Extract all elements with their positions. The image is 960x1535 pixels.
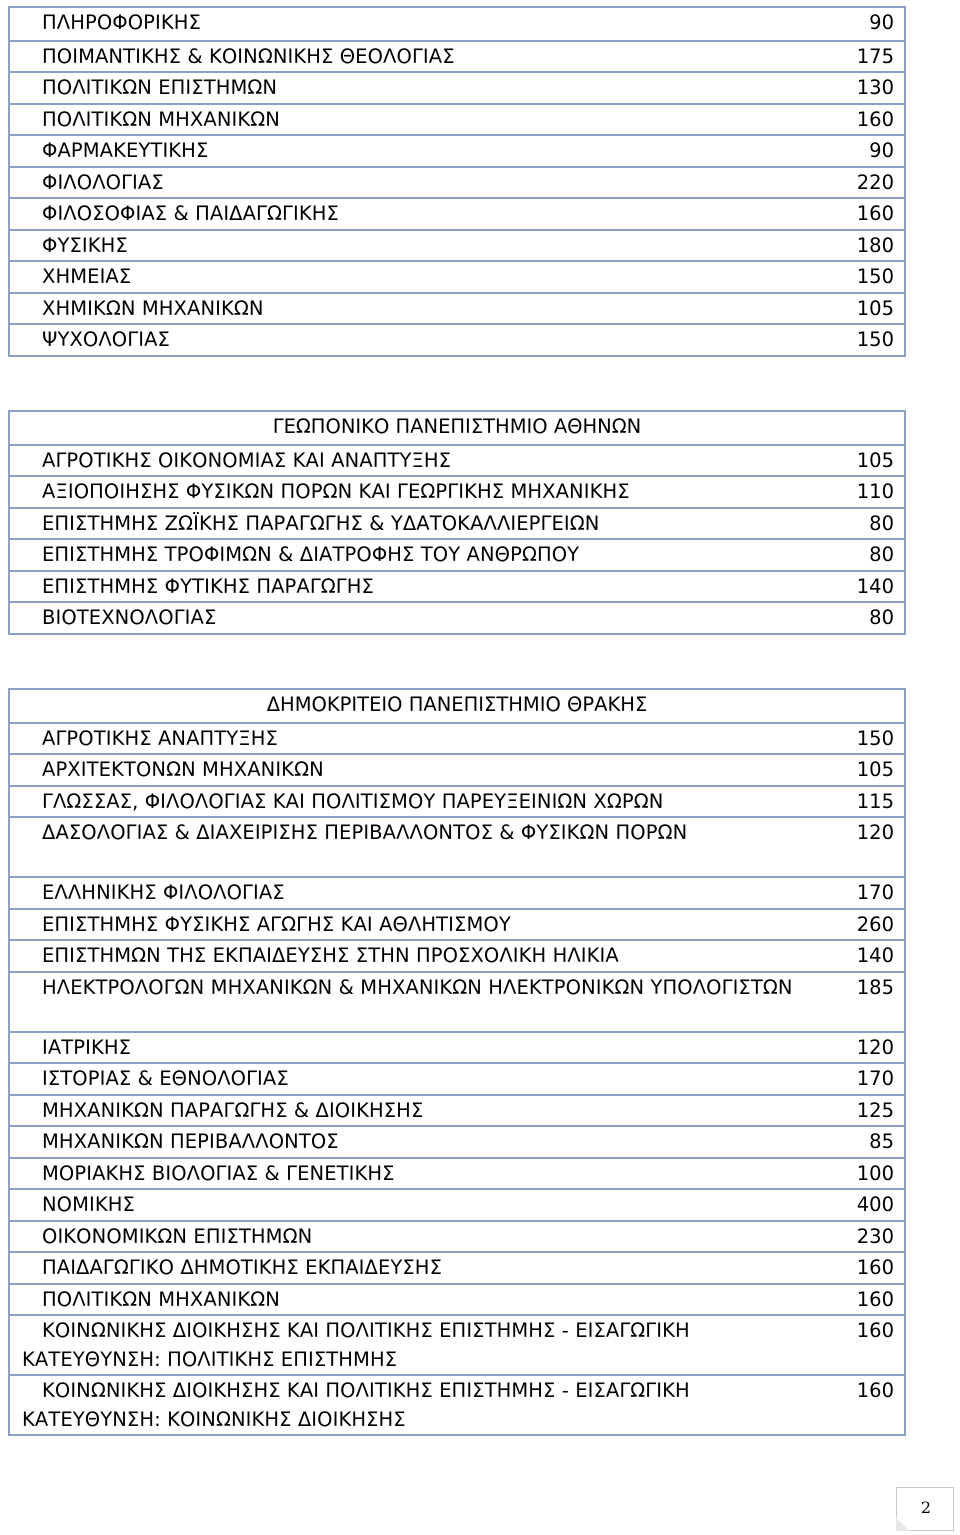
- department-value: 80: [869, 511, 894, 535]
- table-row: [10, 444, 904, 476]
- table-row: [10, 134, 904, 166]
- department-name: ΝΟΜΙΚΗΣ: [42, 1193, 135, 1216]
- department-value: 160: [856, 202, 894, 225]
- department-name: ΦΙΛΟΛΟΓΙΑΣ: [42, 170, 164, 194]
- university-title: ΓΕΩΠΟΝΙΚΟ ΠΑΝΕΠΙΣΤΗΜΙΟ ΑΘΗΝΩΝ: [272, 415, 642, 438]
- table-row: [10, 1157, 904, 1189]
- table-row: [10, 1251, 904, 1283]
- department-value: 85: [869, 1130, 894, 1153]
- department-value: 160: [856, 1319, 894, 1342]
- table-row: [10, 166, 904, 198]
- department-value: 230: [856, 1224, 894, 1248]
- table-row: [10, 1374, 904, 1434]
- department-name: ΠΟΛΙΤΙΚΩΝ ΜΗΧΑΝΙΚΩΝ: [42, 107, 280, 131]
- department-value: 170: [856, 881, 894, 904]
- university-title: ΔΗΜΟΚΡΙΤΕΙΟ ΠΑΝΕΠΙΣΤΗΜΙΟ ΘΡΑΚΗΣ: [266, 693, 648, 716]
- department-name: ΕΛΛΗΝΙΚΗΣ ΦΙΛΟΛΟΓΙΑΣ: [42, 881, 285, 904]
- department-value: 150: [856, 265, 894, 288]
- department-value: 140: [856, 574, 894, 598]
- department-value: 120: [856, 1035, 894, 1059]
- department-name: ΦΑΡΜΑΚΕΥΤΙΚΗΣ: [42, 139, 209, 162]
- department-name: ΠΟΛΙΤΙΚΩΝ ΕΠΙΣΤΗΜΩΝ: [42, 76, 278, 99]
- department-name: ΔΑΣΟΛΟΓΙΑΣ & ΔΙΑΧΕΙΡΙΣΗΣ ΠΕΡΙΒΑΛΛΟΝΤΟΣ & ΦΥΣΙΚΩΝ ΠΟΡΩΝ: [42, 821, 688, 844]
- table-row: [10, 197, 904, 229]
- table-row: [10, 229, 904, 261]
- department-value: 90: [869, 139, 894, 162]
- department-name: ΚΟΙΝΩΝΙΚΗΣ ΔΙΟΙΚΗΣΗΣ ΚΑΙ ΠΟΛΙΤΙΚΗΣ ΕΠΙΣΤΗΜΗΣ - ΕΙΣΑΓΩΓΙΚΗ ΚΑΤΕΥΘΥΝΣΗ: ΚΟΙΝΩΝΙΚΗΣ ΔΙΟΙΚΗΣΗΣ: [22, 1379, 690, 1431]
- table-row: [10, 601, 904, 633]
- table-row: [10, 1125, 904, 1157]
- department-value: 105: [856, 296, 894, 320]
- table-row: [10, 538, 904, 570]
- department-name: ΑΞΙΟΠΟΙΗΣΗΣ ΦΥΣΙΚΩΝ ΠΟΡΩΝ ΚΑΙ ΓΕΩΡΓΙΚΗΣ ΜΗΧΑΝΙΚΗΣ: [42, 480, 630, 503]
- department-name: ΕΠΙΣΤΗΜΗΣ ΖΩΪΚΗΣ ΠΑΡΑΓΩΓΗΣ & ΥΔΑΤΟΚΑΛΛΙΕΡΓΕΙΩΝ: [42, 511, 600, 535]
- department-name: ΑΡΧΙΤΕΚΤΟΝΩΝ ΜΗΧΑΝΙΚΩΝ: [42, 758, 324, 781]
- table-row: [10, 1220, 904, 1252]
- department-name: ΠΟΛΙΤΙΚΩΝ ΜΗΧΑΝΙΚΩΝ: [42, 1287, 280, 1311]
- table-row: [10, 1314, 904, 1374]
- department-name: ΗΛΕΚΤΡΟΛΟΓΩΝ ΜΗΧΑΝΙΚΩΝ & ΜΗΧΑΝΙΚΩΝ ΗΛΕΚΤΡΟΝΙΚΩΝ ΥΠΟΛΟΓΙΣΤΩΝ: [42, 975, 793, 999]
- department-value: 150: [856, 328, 894, 351]
- department-name: ΟΙΚΟΝΟΜΙΚΩΝ ΕΠΙΣΤΗΜΩΝ: [42, 1224, 313, 1248]
- department-name: ΚΟΙΝΩΝΙΚΗΣ ΔΙΟΙΚΗΣΗΣ ΚΑΙ ΠΟΛΙΤΙΚΗΣ ΕΠΙΣΤΗΜΗΣ - ΕΙΣΑΓΩΓΙΚΗ ΚΑΤΕΥΘΥΝΣΗ: ΠΟΛΙΤΙΚΗΣ ΕΠΙΣΤΗΜΗΣ: [22, 1319, 690, 1371]
- table-row: [10, 1283, 904, 1315]
- department-name: ΧΗΜΙΚΩΝ ΜΗΧΑΝΙΚΩΝ: [42, 296, 264, 320]
- table-row: [10, 260, 904, 292]
- department-name: ΕΠΙΣΤΗΜΗΣ ΦΥΣΙΚΗΣ ΑΓΩΓΗΣ ΚΑΙ ΑΘΛΗΤΙΣΜΟΥ: [42, 912, 511, 936]
- democritus-university-table: [8, 688, 906, 1436]
- department-value: 140: [856, 944, 894, 967]
- department-name: ΑΓΡΟΤΙΚΗΣ ΟΙΚΟΝΟΜΙΑΣ ΚΑΙ ΑΝΑΠΤΥΞΗΣ: [42, 448, 452, 472]
- table-row: [10, 908, 904, 940]
- department-value: 120: [856, 821, 894, 844]
- department-name: ΧΗΜΕΙΑΣ: [42, 265, 132, 288]
- department-value: 150: [856, 726, 894, 750]
- department-value: 185: [856, 975, 894, 999]
- table-row: [10, 1062, 904, 1094]
- table-row: [10, 71, 904, 103]
- department-name: ΜΟΡΙΑΚΗΣ ΒΙΟΛΟΓΙΑΣ & ΓΕΝΕΤΙΚΗΣ: [42, 1161, 395, 1185]
- department-name: ΕΠΙΣΤΗΜΗΣ ΦΥΤΙΚΗΣ ΠΑΡΑΓΩΓΗΣ: [42, 574, 374, 598]
- table-row: [10, 292, 904, 324]
- table-header: [10, 690, 904, 722]
- department-value: 180: [856, 233, 894, 257]
- department-name: ΜΗΧΑΝΙΚΩΝ ΠΕΡΙΒΑΛΛΟΝΤΟΣ: [42, 1130, 339, 1153]
- department-value: 220: [856, 170, 894, 194]
- table-row: [10, 753, 904, 785]
- table-row: [10, 876, 904, 908]
- department-name: ΕΠΙΣΤΗΜΗΣ ΤΡΟΦΙΜΩΝ & ΔΙΑΤΡΟΦΗΣ ΤΟΥ ΑΝΘΡΩΠΟΥ: [42, 543, 580, 566]
- table-row: [10, 103, 904, 135]
- department-name: ΑΓΡΟΤΙΚΗΣ ΑΝΑΠΤΥΞΗΣ: [42, 726, 278, 750]
- department-value: 90: [869, 11, 894, 34]
- department-value: 105: [856, 758, 894, 781]
- department-value: 160: [856, 1287, 894, 1311]
- department-name: ΜΗΧΑΝΙΚΩΝ ΠΑΡΑΓΩΓΗΣ & ΔΙΟΙΚΗΣΗΣ: [42, 1098, 424, 1122]
- department-value: 110: [856, 480, 894, 503]
- table-row: [10, 722, 904, 754]
- department-value: 160: [856, 1379, 894, 1402]
- department-value: 100: [856, 1161, 894, 1185]
- table-row: [10, 8, 904, 40]
- table-header: [10, 412, 904, 444]
- table-row: [10, 475, 904, 507]
- department-name: ΓΛΩΣΣΑΣ, ΦΙΛΟΛΟΓΙΑΣ ΚΑΙ ΠΟΛΙΤΙΣΜΟΥ ΠΑΡΕΥΞΕΙΝΙΩΝ ΧΩΡΩΝ: [42, 789, 664, 813]
- department-name: ΨΥΧΟΛΟΓΙΑΣ: [42, 328, 170, 351]
- table-row: [10, 939, 904, 971]
- table-row: [10, 1031, 904, 1063]
- department-name: ΠΛΗΡΟΦΟΡΙΚΗΣ: [42, 11, 201, 34]
- department-value: 160: [856, 1256, 894, 1279]
- table-row: [10, 1094, 904, 1126]
- department-name: ΦΙΛΟΣΟΦΙΑΣ & ΠΑΙΔΑΓΩΓΙΚΗΣ: [42, 202, 339, 225]
- departments-table-1: [8, 6, 906, 357]
- page-number: 2: [920, 1498, 931, 1517]
- department-name: ΠΟΙΜΑΝΤΙΚΗΣ & ΚΟΙΝΩΝΙΚΗΣ ΘΕΟΛΟΓΙΑΣ: [42, 44, 455, 68]
- department-name: ΙΣΤΟΡΙΑΣ & ΕΘΝΟΛΟΓΙΑΣ: [42, 1067, 289, 1090]
- page-number-box: [896, 1487, 954, 1531]
- table-row: [10, 40, 904, 72]
- department-value: 115: [856, 789, 894, 813]
- department-name: ΦΥΣΙΚΗΣ: [42, 233, 128, 257]
- table-row: [10, 507, 904, 539]
- department-value: 80: [869, 543, 894, 566]
- department-name: ΙΑΤΡΙΚΗΣ: [42, 1035, 132, 1059]
- table-row: [10, 816, 904, 876]
- table-row: [10, 1188, 904, 1220]
- table-row: [10, 785, 904, 817]
- agricultural-university-table: [8, 410, 906, 635]
- department-value: 175: [856, 44, 894, 68]
- department-name: ΕΠΙΣΤΗΜΩΝ ΤΗΣ ΕΚΠΑΙΔΕΥΣΗΣ ΣΤΗΝ ΠΡΟΣΧΟΛΙΚΗ ΗΛΙΚΙΑ: [42, 944, 619, 967]
- department-name: ΠΑΙΔΑΓΩΓΙΚΟ ΔΗΜΟΤΙΚΗΣ ΕΚΠΑΙΔΕΥΣΗΣ: [42, 1256, 442, 1279]
- department-value: 130: [856, 76, 894, 99]
- table-row: [10, 323, 904, 355]
- department-value: 170: [856, 1067, 894, 1090]
- department-value: 80: [869, 606, 894, 629]
- department-value: 125: [856, 1098, 894, 1122]
- department-name: ΒΙΟΤΕΧΝΟΛΟΓΙΑΣ: [42, 606, 217, 629]
- department-value: 105: [856, 448, 894, 472]
- department-value: 160: [856, 107, 894, 131]
- table-row: [10, 971, 904, 1031]
- department-value: 260: [856, 912, 894, 936]
- department-value: 400: [856, 1193, 894, 1216]
- table-row: [10, 570, 904, 602]
